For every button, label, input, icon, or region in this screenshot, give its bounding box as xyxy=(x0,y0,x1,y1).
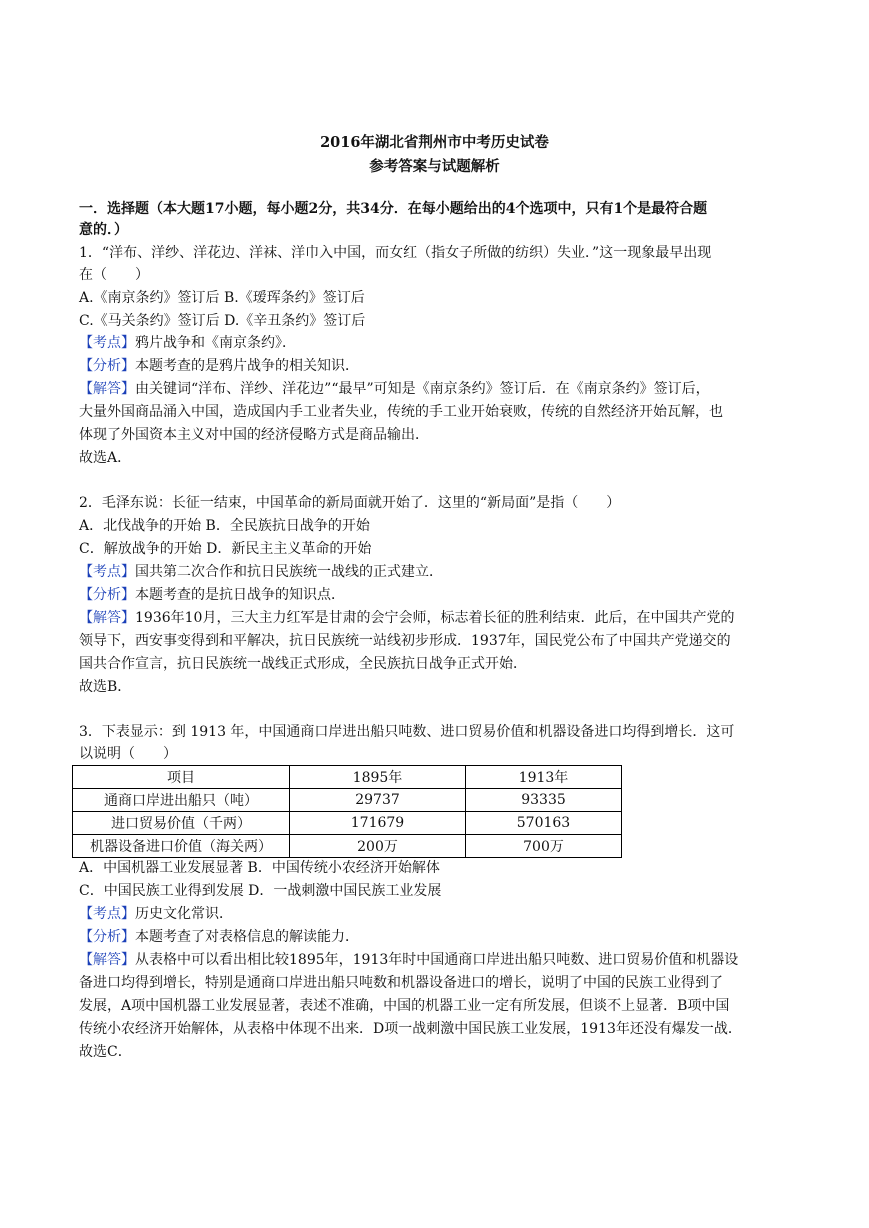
fenxi-tag: 【分析】 xyxy=(79,587,135,603)
table-cell: 29737 xyxy=(290,789,466,812)
q3-answer: 故选C． xyxy=(79,1044,132,1060)
q3-stem-cont: 以说明（ ） xyxy=(79,746,177,762)
table-cell: 700万 xyxy=(466,835,622,858)
q1-answer: 故选A． xyxy=(79,450,132,466)
q3-stem: 3．下表显示：到 1913 年，中国通商口岸进出船只吨数、进口贸易价值和机器设备进口均得到增长．这可 xyxy=(79,724,735,740)
q1-fenxi xyxy=(79,357,791,375)
kaodian-text: 鸦片战争和《南京条约》． xyxy=(135,335,296,351)
q1-options-ab: A.《南京条约》签订后 B.《瑷珲条约》签订后 xyxy=(79,290,365,306)
jieda-text: 从表格中可以看出相比较1895年，1913年时中国通商口岸进出船只吨数、进口贸易价值和机器设 xyxy=(135,952,739,968)
kaodian-tag: 【考点】 xyxy=(79,335,135,351)
q3-fenxi xyxy=(79,928,791,946)
doc-subtitle: 参考答案与试题解析 xyxy=(369,158,500,175)
jieda-tag: 【解答】 xyxy=(79,952,135,968)
table-cell: 93335 xyxy=(466,789,622,812)
q2-answer: 故选B． xyxy=(79,679,132,695)
table-cell: 进口贸易价值（千两） xyxy=(73,812,290,835)
q3-data-table xyxy=(72,765,622,858)
q1-jieda-2: 大量外国商品涌入中国，造成国内手工业者失业，传统的手工业开始衰败，传统的自然经济开始瓦解，也 xyxy=(79,404,723,420)
q2-options-cd: C．解放战争的开始 D．新民主主义革命的开始 xyxy=(79,541,372,557)
q2-options-ab: A．北伐战争的开始 B．全民族抗日战争的开始 xyxy=(79,518,370,534)
kaodian-tag: 【考点】 xyxy=(79,906,135,922)
table-cell: 通商口岸进出船只（吨） xyxy=(73,789,290,812)
table-row xyxy=(73,789,622,812)
q2-kaodian xyxy=(79,563,791,581)
fenxi-tag: 【分析】 xyxy=(79,929,135,945)
q2-jieda xyxy=(79,609,791,627)
q3-jieda xyxy=(79,951,791,969)
kaodian-tag: 【考点】 xyxy=(79,564,135,580)
table-row xyxy=(73,812,622,835)
q3-options-cd: C．中国民族工业得到发展 D．一战刺激中国民族工业发展 xyxy=(79,883,442,899)
q1-stem: 1．“洋布、洋纱、洋花边、洋袜、洋巾入中国，而女红（指女子所做的纺织）失业．”这一现象最早出现 xyxy=(79,245,712,261)
fenxi-text: 本题考查的是鸦片战争的相关知识． xyxy=(135,358,359,374)
table-row xyxy=(73,835,622,858)
q1-options-cd: C.《马关条约》签订后 D.《辛丑条约》签订后 xyxy=(79,313,366,329)
q1-jieda-3: 体现了外国资本主义对中国的经济侵略方式是商品输出． xyxy=(79,427,429,443)
kaodian-text: 国共第二次合作和抗日民族统一战线的正式建立． xyxy=(135,564,443,580)
q1-jieda xyxy=(79,380,791,398)
q3-jieda-2: 备进口均得到增长，特别是通商口岸进出船只吨数和机器设备进口的增长，说明了中国的民族工业得到了 xyxy=(79,975,723,991)
q3-jieda-3: 发展，A项中国机器工业发展显著，表述不准确，中国的机器工业一定有所发展，但谈不上显著．B项中国 xyxy=(79,998,730,1014)
table-header-cell: 项目 xyxy=(73,766,290,789)
fenxi-text: 本题考查了对表格信息的解读能力． xyxy=(135,929,359,945)
jieda-text: 由关键词“洋布、洋纱、洋花边”“最早”可知是《南京条约》签订后．在《南京条约》签订后， xyxy=(135,381,710,397)
table-cell: 机器设备进口价值（海关两） xyxy=(73,835,290,858)
q2-jieda-2: 领导下，西安事变得到和平解决，抗日民族统一站线初步形成．1937年，国民党公布了中国共产党递交的 xyxy=(79,633,731,649)
section-heading-cont: 意的．） xyxy=(79,222,128,238)
table-header-cell: 1913年 xyxy=(466,766,622,789)
fenxi-tag: 【分析】 xyxy=(79,358,135,374)
jieda-text: 1936年10月，三大主力红军是甘肃的会宁会师，标志着长征的胜利结束．此后，在中国共产党的 xyxy=(135,610,735,626)
q2-jieda-3: 国共合作宣言，抗日民族统一战线正式形成，全民族抗日战争正式开始． xyxy=(79,656,527,672)
q3-jieda-4: 传统小农经济开始解体，从表格中体现不出来．D项一战刺激中国民族工业发展，1913年还没有爆发一战． xyxy=(79,1021,742,1037)
kaodian-text: 历史文化常识． xyxy=(135,906,233,922)
q2-fenxi xyxy=(79,586,791,604)
jieda-tag: 【解答】 xyxy=(79,610,135,626)
table-cell: 171679 xyxy=(290,812,466,835)
section-heading: 一．选择题（本大题17小题，每小题2分，共34分．在每小题给出的4个选项中，只有1个是最符合题 xyxy=(79,201,708,217)
q1-stem-cont: 在（ ） xyxy=(79,267,149,283)
table-header-row xyxy=(73,766,622,789)
table-cell: 200万 xyxy=(290,835,466,858)
q3-options-ab: A．中国机器工业发展显著 B．中国传统小农经济开始解体 xyxy=(79,860,440,876)
q1-kaodian xyxy=(79,334,791,352)
doc-title: 2016年湖北省荆州市中考历史试卷 xyxy=(320,134,549,151)
table-header-cell: 1895年 xyxy=(290,766,466,789)
q2-stem: 2．毛泽东说：长征一结束，中国革命的新局面就开始了．这里的“新局面”是指（ ） xyxy=(79,495,621,511)
table-cell: 570163 xyxy=(466,812,622,835)
fenxi-text: 本题考查的是抗日战争的知识点． xyxy=(135,587,345,603)
jieda-tag: 【解答】 xyxy=(79,381,135,397)
q3-kaodian xyxy=(79,905,791,923)
